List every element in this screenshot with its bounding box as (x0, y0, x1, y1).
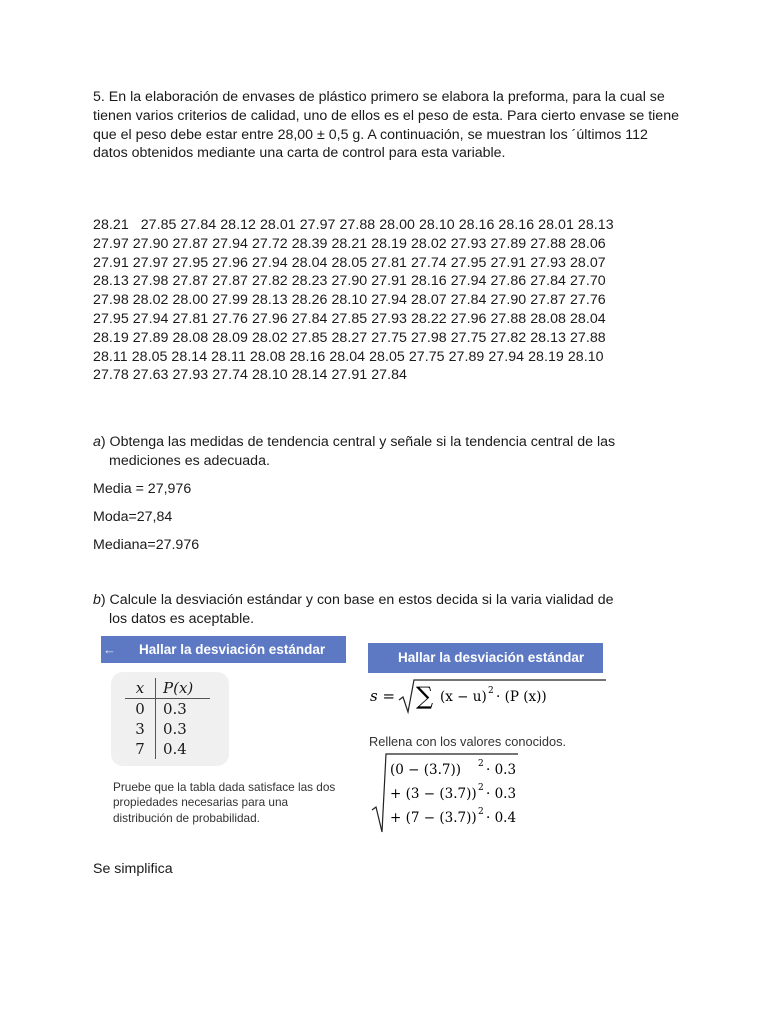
question-b-line1: ) Calcule la desviación estándar y con base en estos decida si la varia vialidad de (100, 592, 614, 608)
data-values (93, 216, 614, 385)
expr-line-3: + (7 − (3.7)) (390, 810, 477, 826)
formula-tail: · (P (x)) (496, 689, 547, 705)
question-a (93, 433, 673, 471)
sum-sign-icon: ∑ (416, 682, 434, 710)
data-line: 28.21 27.85 27.84 28.12 28.01 27.97 27.88 28.00 28.10 28.16 28.16 28.01 28.13 (93, 217, 614, 233)
question-a-line2: mediciones es adecuada. (109, 453, 270, 469)
table-row (125, 699, 210, 720)
table-cell-x: 7 (125, 739, 156, 759)
table-cell-x: 3 (125, 719, 156, 739)
expr-factor-3: · 0.4 (486, 810, 517, 826)
question-b-letter: b (93, 592, 101, 608)
formula-body: (x − u) (440, 689, 487, 705)
image2-header-bar (368, 643, 603, 673)
answer-mediana: Mediana=27.976 (93, 537, 200, 553)
data-line: 27.98 28.02 28.00 27.99 28.13 28.26 28.10 27.94 28.07 27.84 27.90 27.87 27.76 (93, 292, 606, 309)
std-deviation-formula (368, 676, 608, 716)
simplify-text: Se simplifica (93, 861, 173, 877)
table-header-px: P(x) (156, 678, 211, 699)
data-line: 27.91 27.97 27.95 27.96 27.94 28.04 28.05 27.81 27.74 27.95 27.91 27.93 28.07 (93, 254, 606, 271)
table-row (125, 739, 210, 759)
expr-factor-1: · 0.3 (486, 762, 517, 778)
embedded-image-std-formula (368, 640, 608, 835)
question-a-letter: a (93, 434, 101, 450)
expr-line-2: + (3 − (3.7)) (390, 786, 477, 802)
image2-title: Hallar la desviación estándar (398, 650, 585, 665)
data-line: 27.95 27.94 27.81 27.76 27.96 27.84 27.85 27.93 28.22 27.96 27.88 28.08 28.04 (93, 310, 606, 327)
data-line: 27.97 27.90 27.87 27.94 27.72 28.39 28.21 28.19 28.02 27.93 27.89 27.88 28.06 (93, 235, 606, 252)
expr-factor-2: · 0.3 (486, 786, 517, 802)
embedded-image-probability-table (101, 636, 346, 856)
image1-header-bar (101, 636, 346, 663)
table-cell-x: 0 (125, 699, 156, 720)
table-cell-px: 0.4 (163, 740, 187, 758)
probability-table-card (111, 672, 229, 766)
expr-exponent-1: 2 (478, 759, 484, 769)
expr-line-1: (0 − (3.7)) (390, 762, 462, 778)
table-header-x: x (125, 678, 156, 699)
image1-note: Pruebe que la tabla dada satisface las dos propiedades necesarias para una distribución de probabilidad. (113, 780, 336, 825)
question-a-line1: ) Obtenga las medidas de tendencia central y señale si la tendencia central de las (100, 434, 616, 450)
expr-exponent-2: 2 (478, 783, 484, 793)
filled-expression (368, 752, 608, 834)
data-line: 28.11 28.05 28.14 28.11 28.08 28.16 28.04 28.05 27.75 27.89 27.94 28.19 28.10 (93, 348, 604, 365)
arrow-left-icon: ← (103, 642, 116, 657)
table-cell-px: 0.3 (163, 700, 187, 718)
image1-title: Hallar la desviación estándar (139, 642, 326, 657)
formula-lhs: s = (370, 687, 396, 705)
image2-instruction: Rellena con los valores conocidos. (369, 734, 567, 749)
answer-media: Media = 27,976 (93, 481, 192, 497)
probability-table (125, 678, 210, 759)
formula-exponent: 2 (488, 686, 494, 696)
question-b-line2: los datos es aceptable. (109, 611, 255, 627)
data-line: 27.78 27.63 27.93 27.74 28.10 28.14 27.91 27.84 (93, 367, 407, 384)
table-cell-px: 0.3 (163, 720, 187, 738)
expr-exponent-3: 2 (478, 807, 484, 817)
data-line: 28.13 27.98 27.87 27.87 27.82 28.23 27.90 27.91 28.16 27.94 27.86 27.84 27.70 (93, 273, 606, 290)
data-line: 28.19 27.89 28.08 28.09 28.02 27.85 28.27 27.75 27.98 27.75 27.82 28.13 27.88 (93, 329, 606, 346)
table-row (125, 719, 210, 739)
problem-statement: 5. En la elaboración de envases de plástico primero se elabora la preforma, para la cual se tienen varios criterios de calidad, uno de ellos es el peso de esta. Para cierto envase se tiene que el peso debe estar entre 28,00 ± 0,5 g. A continuación, se muestran los ´últimos 112 datos obtenidos mediante una carta de control para esta variable. (93, 89, 679, 162)
question-b (93, 591, 673, 629)
answer-moda: Moda=27,84 (93, 509, 173, 525)
